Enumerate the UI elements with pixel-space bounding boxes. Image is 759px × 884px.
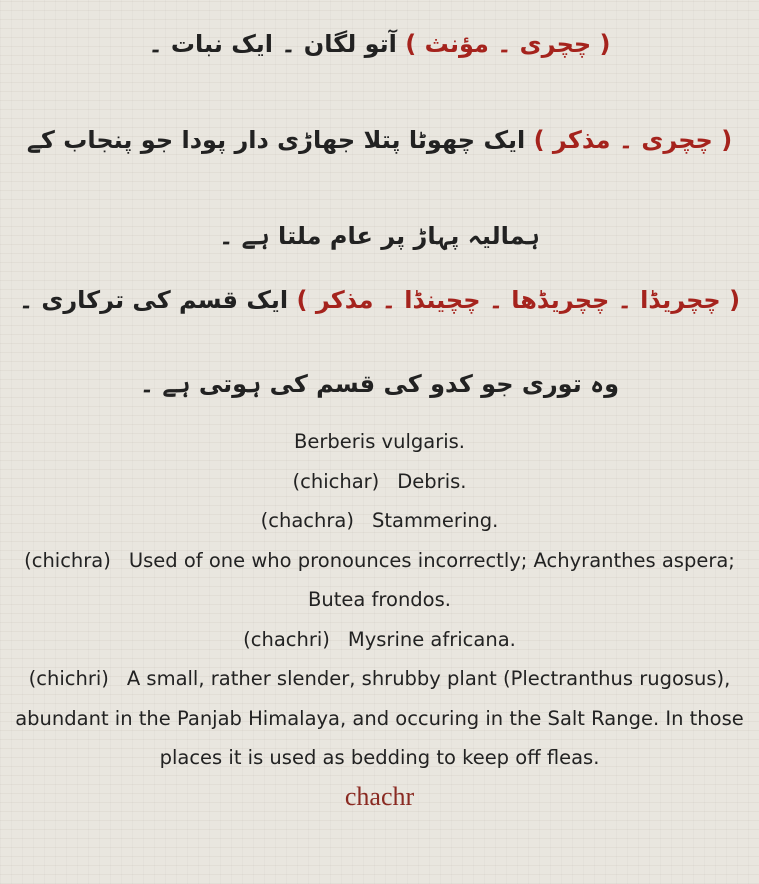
- definition-text: Berberis vulgaris.: [294, 430, 465, 453]
- urdu-entry-2: [18, 92, 741, 284]
- definition-term: (chachra): [260, 509, 354, 532]
- urdu-entry-3: [18, 258, 741, 426]
- definition-chichar: [10, 462, 749, 502]
- urdu-entry-2-text: ایک چھوٹا پتلا جھاڑی دار پودا جو پنجاب کے ہمالیہ پہاڑ پر عام ملتا ہے ۔: [26, 126, 540, 250]
- definition-term: (chichra): [24, 548, 111, 572]
- urdu-entry-2-headword: ( چچری ۔ مذکر ): [533, 126, 733, 154]
- definition-berberis: [10, 422, 749, 462]
- definition-term: (chachri): [243, 627, 330, 651]
- definition-text: Stammering.: [371, 509, 499, 532]
- definition-text: Mysrine africana.: [347, 627, 516, 651]
- definition-text: A small, rather slender, shrubby plant (Plectranthus rugosus), abundant in the Panjab Himalaya, and occuring in the Salt Range. In those places it is used as bedding to keep off fleas.: [15, 667, 744, 769]
- definition-chichri: [10, 659, 749, 778]
- urdu-entry-3-headword: ( چچریڈا ۔ چچریڈھا ۔ چچینڈا ۔ مذکر ): [296, 286, 741, 314]
- definition-chichra: [10, 541, 749, 620]
- definition-text: Used of one who pronounces incorrectly; Achyranthes aspera; Butea frondos.: [128, 548, 735, 611]
- english-definitions: [10, 422, 749, 778]
- definition-chachri: [10, 620, 749, 660]
- urdu-entry-3-text: ایک قسم کی ترکاری ۔ وہ توری جو کدو کی قسم کی ہوتی ہے ۔: [18, 286, 620, 398]
- definition-chachra: [10, 501, 749, 541]
- urdu-entry-1: [18, 26, 741, 62]
- definition-text: Debris.: [397, 469, 467, 493]
- definition-term: (chichar): [292, 469, 380, 493]
- urdu-entry-1-text: آتو لگان ۔ ایک نبات ۔: [148, 30, 406, 58]
- definition-term: (chichri): [28, 667, 109, 690]
- urdu-entry-1-headword: ( چچری ۔ مؤنث ): [405, 30, 611, 58]
- footer-headword: chachr: [344, 782, 415, 811]
